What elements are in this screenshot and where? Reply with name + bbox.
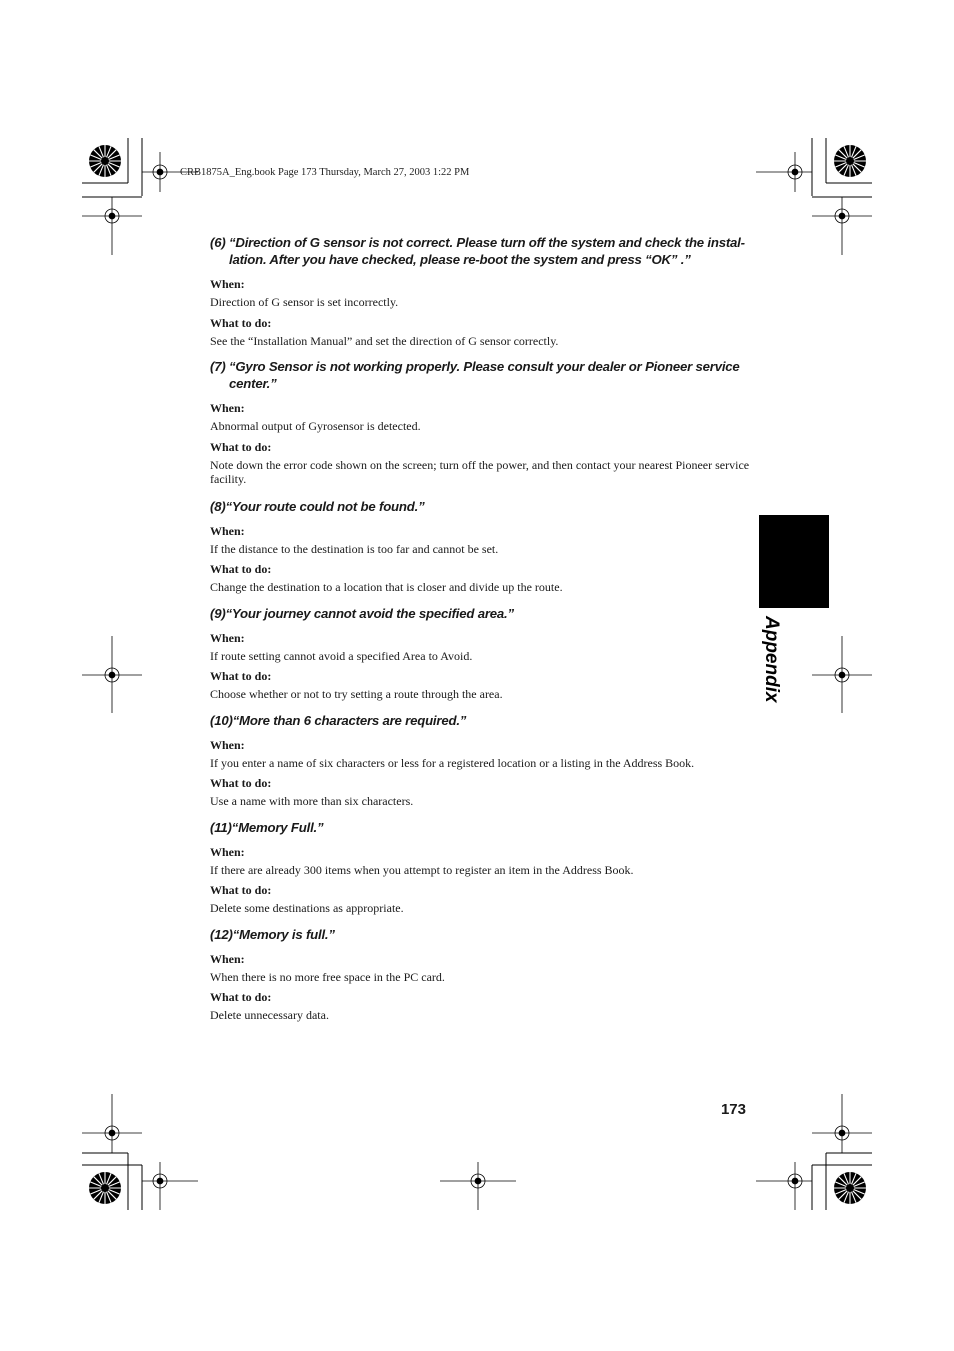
page-number: 173 xyxy=(720,1101,746,1118)
crosshair-mark xyxy=(756,152,812,192)
chapter-tab-block xyxy=(759,515,829,608)
when-label: When: xyxy=(210,630,245,645)
crosshair-mark xyxy=(82,1094,142,1153)
crosshair-mark xyxy=(812,636,872,713)
message-heading: (7) “Gyro Sensor is not working properly. Please consult your dealer or Pioneer service center.” xyxy=(210,359,740,391)
what-to-do-label: What to do: xyxy=(210,562,272,576)
when-label: When: xyxy=(210,277,245,291)
crosshair-mark xyxy=(82,636,142,713)
what-to-do-text: Delete unnecessary data. xyxy=(210,1008,329,1022)
when-text: If the distance to the destination is too far and cannot be set. xyxy=(210,541,499,556)
what-to-do-text: See the “Installation Manual” and set the direction of G sensor correctly. xyxy=(210,333,559,348)
message-heading: (11)“Memory Full.” xyxy=(210,819,324,835)
what-to-do-label: What to do: xyxy=(210,315,272,330)
chapter-tab-label xyxy=(760,612,790,708)
what-to-do-label: What to do: xyxy=(210,990,272,1004)
message-list xyxy=(210,234,750,1023)
message-heading: (10)“More than 6 characters are required.” xyxy=(210,712,467,728)
when-label: When: xyxy=(210,401,245,415)
when-text: Abnormal output of Gyrosensor is detected. xyxy=(210,419,421,433)
crosshair-mark xyxy=(142,1162,198,1210)
message-section-9 xyxy=(210,605,750,702)
when-label: When: xyxy=(210,737,245,752)
when-text: If there are already 300 items when you attempt to register an item in the Address Book. xyxy=(210,862,634,877)
crosshair-mark xyxy=(812,1094,872,1153)
message-heading: (6) “Direction of G sensor is not correct. Please turn off the system and check the instal-lation. After you have checked, please re-boot the system and press “OK” .” xyxy=(210,235,745,267)
what-to-do-label: What to do: xyxy=(210,883,272,897)
message-heading: (9)“Your journey cannot avoid the specified area.” xyxy=(210,605,514,621)
when-text: If route setting cannot avoid a specified Area to Avoid. xyxy=(210,648,473,663)
when-label: When: xyxy=(210,844,245,859)
message-section-7 xyxy=(210,358,750,487)
message-heading: (8)“Your route could not be found.” xyxy=(210,498,425,514)
what-to-do-label: What to do: xyxy=(210,439,272,454)
starburst-mark xyxy=(89,145,121,177)
what-to-do-text: Choose whether or not to try setting a route through the area. xyxy=(210,687,503,701)
chapter-tab-text: Appendix xyxy=(761,616,782,703)
when-label: When: xyxy=(210,523,245,538)
starburst-mark xyxy=(834,1172,866,1204)
what-to-do-text: Use a name with more than six characters. xyxy=(210,794,414,808)
message-section-10 xyxy=(210,712,750,809)
message-section-12 xyxy=(210,926,750,1023)
when-text: If you enter a name of six characters or less for a registered location or a listing in the Address Book. xyxy=(210,755,695,770)
what-to-do-text: Delete some destinations as appropriate. xyxy=(210,901,404,915)
starburst-mark xyxy=(89,1172,121,1204)
starburst-mark xyxy=(834,145,866,177)
what-to-do-text: Note down the error code shown on the screen; turn off the power, and then contact your nearest Pioneer service facility. xyxy=(210,457,750,486)
crosshair-mark xyxy=(756,1162,812,1210)
when-text: Direction of G sensor is set incorrectly. xyxy=(210,295,399,309)
crosshair-mark xyxy=(812,197,872,255)
what-to-do-label: What to do: xyxy=(210,669,272,683)
when-text: When there is no more free space in the PC card. xyxy=(210,969,445,984)
message-section-6 xyxy=(210,234,750,348)
print-header-info: CRB1875A_Eng.book Page 173 Thursday, March 27, 2003 1:22 PM xyxy=(180,167,470,178)
crosshair-mark xyxy=(440,1162,516,1210)
what-to-do-text: Change the destination to a location that is closer and divide up the route. xyxy=(210,580,563,594)
what-to-do-label: What to do: xyxy=(210,776,272,790)
message-heading: (12)“Memory is full.” xyxy=(210,926,335,942)
message-section-11 xyxy=(210,819,750,916)
message-section-8 xyxy=(210,498,750,595)
crosshair-mark xyxy=(82,197,142,255)
when-label: When: xyxy=(210,951,245,966)
